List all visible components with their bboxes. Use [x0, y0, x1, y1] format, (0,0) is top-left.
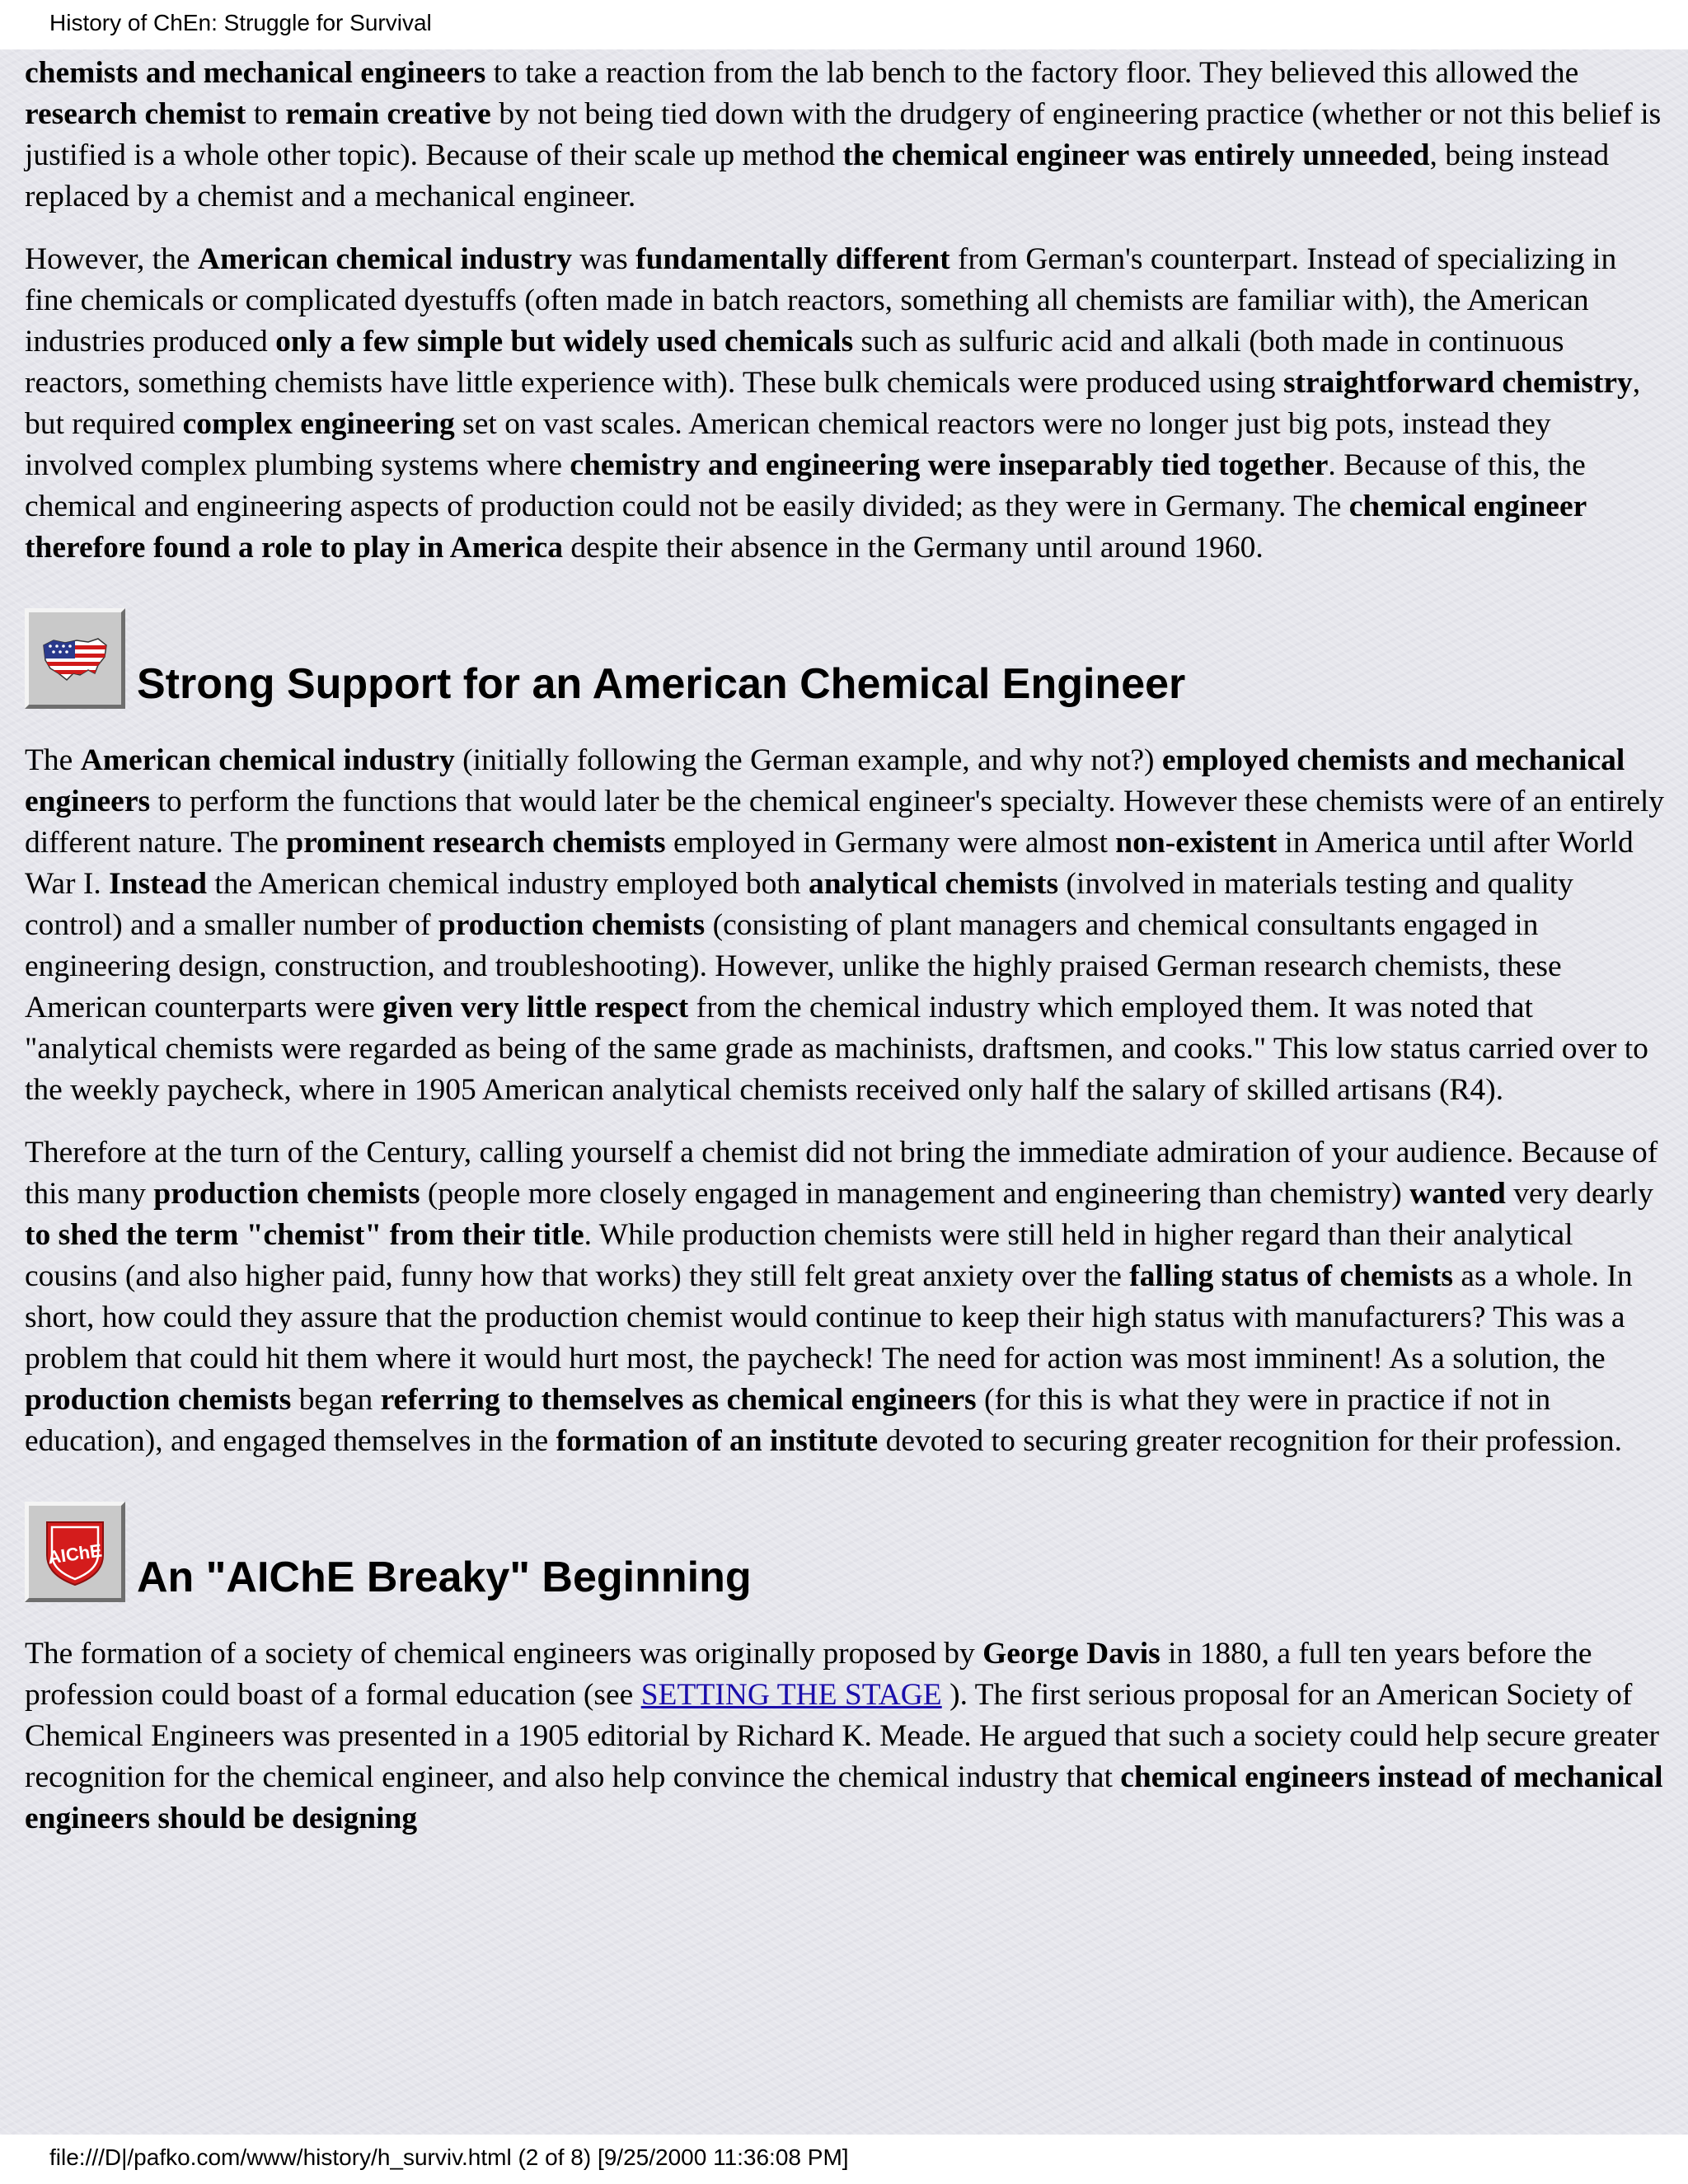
- text: by not being tied down with the drudgery of engineering practice (whether or not this belief is justified is a whole other topic). Because of their scale up method: [25, 97, 1662, 172]
- text: in America until after World War I.: [25, 826, 1634, 901]
- aiche-shield-icon: [25, 1502, 125, 1602]
- bold-text: straightforward chemistry: [1282, 366, 1633, 400]
- text: The formation of a society of chemical engineers was originally proposed by: [25, 1637, 983, 1671]
- text: began: [291, 1383, 381, 1417]
- bold-text: falling status of chemists: [1129, 1259, 1454, 1293]
- paragraph-5: [25, 1633, 1665, 1840]
- setting-the-stage-link[interactable]: SETTING THE STAGE: [640, 1678, 942, 1712]
- bold-text: chemical engineer therefore found a role to play in America: [25, 490, 1587, 565]
- bold-text: complex engineering: [182, 407, 455, 441]
- text: from German's counterpart. Instead of specializing in fine chemicals or complicated dyestuffs (often made in batch reactors, something all chemists are familiar with), the American industries produced: [25, 242, 1617, 359]
- page-header: [0, 0, 1688, 49]
- bold-text: American chemical industry: [197, 242, 572, 276]
- bold-text: the chemical engineer was entirely unneeded: [842, 138, 1430, 172]
- paragraph-1: [25, 53, 1665, 218]
- text: (for this is what they were in practice if not in education), and engaged themselves in the: [25, 1383, 1551, 1458]
- text: . While production chemists were still held in higher regard than their analytical cousins (and also higher paid, funny how that works) they still felt great anxiety over the: [25, 1218, 1573, 1293]
- text: as a whole. In short, how could they assure that the production chemist would continue to keep their high status with manufacturers? This was a problem that could hit them where it would hurt most, the paycheck! The need for action was most imminent! As a solution, the: [25, 1259, 1633, 1376]
- bold-text: production chemists: [153, 1177, 420, 1211]
- section-title: Strong Support for an American Chemical Engineer: [137, 660, 1186, 708]
- text: such as sulfuric acid and alkali (both made in continuous reactors, something chemists have little experience with). These bulk chemicals were produced using: [25, 325, 1564, 400]
- text: , but required: [25, 366, 1641, 441]
- bold-text: chemistry and engineering were inseparably tied together: [570, 448, 1329, 482]
- page-title: History of ChEn: Struggle for Survival: [49, 10, 432, 35]
- main-content: [25, 53, 1665, 1861]
- text: . Because of this, the chemical and engineering aspects of production could not be easily divided; as they were in Germany. The: [25, 448, 1586, 523]
- bold-text: to shed the term "chemist" from their title: [25, 1218, 584, 1252]
- bold-text: only a few simple but widely used chemicals: [275, 325, 854, 359]
- page-footer: [0, 2135, 1688, 2184]
- bold-text: remain creative: [285, 97, 491, 131]
- paragraph-2: [25, 239, 1665, 569]
- section-heading-support: [25, 608, 1665, 709]
- text: (people more closely engaged in management and engineering than chemistry): [420, 1177, 1410, 1211]
- text: , being instead replaced by a chemist and a mechanical engineer.: [25, 138, 1610, 213]
- bold-text: prominent research chemists: [286, 826, 666, 860]
- bold-text: referring to themselves as chemical engineers: [380, 1383, 977, 1417]
- text: in 1880, a full ten years before the profession could boast of a formal education (see: [25, 1637, 1592, 1712]
- bold-text: research chemist: [25, 97, 246, 131]
- bold-text: formation of an institute: [556, 1424, 879, 1458]
- text: The: [25, 743, 81, 777]
- text: set on vast scales. American chemical reactors were no longer just big pots, instead they involved complex plumbing systems where: [25, 407, 1551, 482]
- text: to: [246, 97, 286, 131]
- bold-text: production chemists: [438, 908, 706, 942]
- bold-text: production chemists: [25, 1383, 292, 1417]
- text: However, the: [25, 242, 198, 276]
- bold-text: American chemical industry: [80, 743, 455, 777]
- bold-text: fundamentally different: [635, 242, 950, 276]
- text: very dearly: [1505, 1177, 1653, 1211]
- text: (initially following the German example, and why not?): [454, 743, 1162, 777]
- bold-text: wanted: [1409, 1177, 1506, 1211]
- paragraph-3: [25, 740, 1665, 1111]
- text: devoted to securing greater recognition for their profession.: [878, 1424, 1623, 1458]
- paragraph-4: [25, 1132, 1665, 1462]
- bold-text: George Davis: [982, 1637, 1160, 1671]
- text: Therefore at the turn of the Century, calling yourself a chemist did not bring the immediate admiration of your audience. Because of this many: [25, 1136, 1658, 1211]
- bold-text: analytical chemists: [808, 867, 1059, 901]
- aiche-logo-text: AIChE: [46, 1540, 104, 1568]
- text: to perform the functions that would later be the chemical engineer's specialty. However these chemists were of an entirely different nature. The: [25, 785, 1665, 860]
- text: was: [572, 242, 636, 276]
- section-title: An "AIChE Breaky" Beginning: [137, 1554, 752, 1601]
- text: ). The first serious proposal for an American Society of Chemical Engineers was presented in a 1905 editorial by Richard K. Meade. He argued that such a society could help secure greater recognition for the chemical engineer, and also help convince the chemical industry that: [25, 1678, 1659, 1794]
- section-heading-aiche: [25, 1502, 1665, 1602]
- text: (consisting of plant managers and chemical consultants engaged in engineering design, construction, and troubleshooting). However, unlike the highly praised German research chemists, these American counterparts were: [25, 908, 1562, 1024]
- footer-file-path: file:///D|/pafko.com/www/history/h_surviv.html (2 of 8) [9/25/2000 11:36:08 PM]: [49, 2144, 849, 2170]
- text: to take a reaction from the lab bench to the factory floor. They believed this allowed the: [485, 56, 1579, 90]
- bold-text: Instead: [109, 867, 207, 901]
- bold-text: chemists and mechanical engineers: [25, 56, 486, 90]
- bold-text: chemical engineers instead of mechanical engineers should be designing: [25, 1760, 1663, 1835]
- bold-text: employed chemists and mechanical engineers: [25, 743, 1625, 818]
- bold-text: non-existent: [1115, 826, 1278, 860]
- text: from the chemical industry which employed them. It was noted that "analytical chemists were regarded as being of the same grade as machinists, draftsmen, and cooks." This low status carried over to the weekly paycheck, where in 1905 American analytical chemists received only half the salary of skilled artisans (R4).: [25, 991, 1648, 1107]
- bold-text: given very little respect: [382, 991, 689, 1024]
- text: (involved in materials testing and quality control) and a smaller number of: [25, 867, 1573, 942]
- us-flag-map-icon: [25, 608, 125, 709]
- text: employed in Germany were almost: [665, 826, 1116, 860]
- text: the American chemical industry employed both: [206, 867, 809, 901]
- text: despite their absence in the Germany until around 1960.: [563, 531, 1264, 565]
